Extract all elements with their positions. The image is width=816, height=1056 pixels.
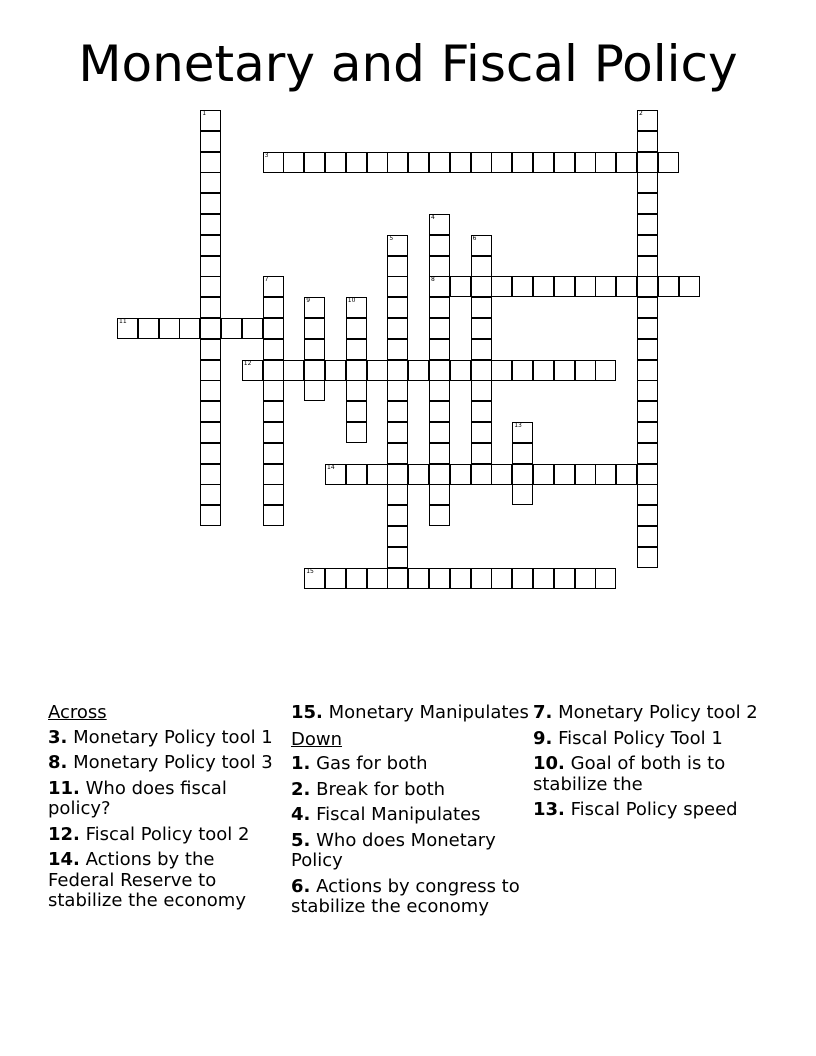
grid-cell[interactable]: [387, 526, 408, 547]
grid-cell[interactable]: [429, 214, 450, 235]
clue-column-1: [48, 703, 278, 917]
grid-cell[interactable]: [429, 401, 450, 422]
grid-cell[interactable]: [616, 276, 637, 297]
grid-cell[interactable]: [512, 443, 533, 464]
grid-cell[interactable]: [554, 152, 575, 173]
grid-cell[interactable]: [304, 318, 325, 339]
grid-cell[interactable]: [263, 297, 284, 318]
grid-cell[interactable]: [575, 276, 596, 297]
clue-down-2: 2. Break for both: [291, 778, 446, 800]
grid-cell[interactable]: [637, 380, 658, 401]
clue-across-3: 3. Monetary Policy tool 1: [48, 726, 273, 748]
grid-cell[interactable]: [346, 401, 367, 422]
clue-down-13: 13. Fiscal Policy speed: [533, 799, 738, 820]
grid-cell[interactable]: [200, 152, 221, 173]
grid-cell[interactable]: [471, 380, 492, 401]
grid-cell[interactable]: [471, 464, 492, 485]
grid-cell[interactable]: [575, 464, 596, 485]
grid-cell[interactable]: [387, 568, 408, 589]
grid-cell[interactable]: [387, 401, 408, 422]
grid-cell[interactable]: [637, 172, 658, 193]
clue-down-9: 9. Fiscal Policy Tool 1: [533, 727, 723, 749]
grid-cell[interactable]: [679, 276, 700, 297]
clue-number: 12: [243, 359, 252, 367]
grid-cell[interactable]: [450, 276, 471, 297]
grid-cell[interactable]: [200, 422, 221, 443]
grid-cell[interactable]: [263, 464, 284, 485]
clue-number: 14: [327, 463, 335, 471]
grid-cell[interactable]: [325, 360, 346, 381]
clue-number: 1: [202, 110, 207, 117]
grid-cell[interactable]: [637, 193, 658, 214]
grid-cell[interactable]: [346, 339, 367, 360]
grid-cell[interactable]: [263, 422, 284, 443]
grid-cell[interactable]: [637, 318, 658, 339]
grid-cell[interactable]: [200, 360, 221, 381]
clue-down-5: 5. Who does Monetary Policy: [291, 829, 496, 871]
grid-cell[interactable]: [575, 568, 596, 589]
grid-cell[interactable]: [200, 276, 221, 297]
grid-cell[interactable]: [387, 152, 408, 173]
grid-cell[interactable]: [408, 152, 429, 173]
grid-cell[interactable]: [471, 401, 492, 422]
grid-cell[interactable]: [263, 443, 284, 464]
grid-cell[interactable]: [263, 360, 284, 381]
grid-cell[interactable]: [387, 380, 408, 401]
clue-number: 15: [306, 567, 314, 575]
grid-cell[interactable]: [471, 235, 492, 256]
grid-cell[interactable]: [637, 276, 658, 297]
grid-cell[interactable]: [200, 484, 221, 505]
grid-cell[interactable]: [512, 422, 533, 443]
grid-cell[interactable]: [471, 422, 492, 443]
grid-cell[interactable]: [429, 276, 450, 297]
grid-cell[interactable]: [263, 401, 284, 422]
clue-number: 2: [639, 110, 643, 117]
grid-cell[interactable]: [387, 505, 408, 526]
grid-cell[interactable]: [387, 360, 408, 381]
clue-across-14: 14. Actions by the Federal Reserve to stabilize the economy: [48, 849, 246, 911]
grid-cell[interactable]: [491, 152, 512, 173]
clue-number: 11: [119, 318, 127, 325]
grid-cell[interactable]: [471, 360, 492, 381]
grid-cell[interactable]: [200, 505, 221, 526]
grid-cell[interactable]: [471, 318, 492, 339]
grid-cell[interactable]: [637, 131, 658, 152]
clue-number: 3: [264, 151, 269, 159]
grid-cell[interactable]: [263, 484, 284, 505]
grid-cell[interactable]: [637, 360, 658, 381]
grid-cell[interactable]: [533, 568, 554, 589]
grid-cell[interactable]: [367, 360, 388, 381]
grid-cell[interactable]: [408, 568, 429, 589]
grid-cell[interactable]: [387, 547, 408, 568]
grid-cell[interactable]: [346, 568, 367, 589]
grid-cell[interactable]: [471, 339, 492, 360]
grid-cell[interactable]: [429, 297, 450, 318]
grid-cell[interactable]: [200, 464, 221, 485]
clue-down-7: 7. Monetary Policy tool 2: [533, 702, 758, 723]
grid-cell[interactable]: [429, 505, 450, 526]
grid-cell[interactable]: [637, 422, 658, 443]
grid-cell[interactable]: [346, 318, 367, 339]
clue-down-10: 10. Goal of both is to stabilize the: [533, 753, 726, 795]
grid-cell[interactable]: [387, 256, 408, 277]
grid-cell[interactable]: [200, 172, 221, 193]
grid-cell[interactable]: [200, 297, 221, 318]
puzzle-title: Monetary and Fiscal Policy: [78, 35, 738, 93]
grid-cell[interactable]: [263, 380, 284, 401]
grid-cell[interactable]: [387, 297, 408, 318]
grid-cell[interactable]: [159, 318, 180, 339]
grid-cell[interactable]: [408, 464, 429, 485]
grid-cell[interactable]: [325, 152, 346, 173]
grid-cell[interactable]: [575, 360, 596, 381]
clue-number: 13: [514, 422, 522, 429]
grid-cell[interactable]: [387, 464, 408, 485]
clue-across-15: 15. Monetary Manipulates: [291, 702, 529, 723]
clue-number: 10: [347, 297, 356, 305]
clue-number: 8: [431, 276, 435, 284]
grid-cell[interactable]: [346, 422, 367, 443]
grid-cell[interactable]: [387, 422, 408, 443]
grid-cell[interactable]: [429, 339, 450, 360]
grid-cell[interactable]: [450, 464, 471, 485]
grid-cell[interactable]: [491, 360, 512, 381]
grid-cell[interactable]: [325, 568, 346, 589]
grid-cell[interactable]: [429, 256, 450, 277]
grid-cell[interactable]: [533, 464, 554, 485]
grid-cell[interactable]: [471, 568, 492, 589]
grid-cell[interactable]: [512, 276, 533, 297]
grid-cell[interactable]: [616, 464, 637, 485]
grid-cell[interactable]: [637, 152, 658, 173]
grid-cell[interactable]: [367, 568, 388, 589]
grid-cell[interactable]: [595, 568, 616, 589]
grid-cell[interactable]: [387, 339, 408, 360]
grid-cell[interactable]: [512, 568, 533, 589]
grid-cell[interactable]: [242, 360, 263, 381]
clue-across-11: 11. Who does fiscal policy?: [48, 777, 227, 819]
clue-number: 6: [472, 234, 477, 242]
clue-column-3: [533, 703, 773, 826]
grid-cell[interactable]: [263, 318, 284, 339]
grid-cell[interactable]: [304, 152, 325, 173]
grid-cell[interactable]: [304, 339, 325, 360]
grid-cell[interactable]: [658, 152, 679, 173]
grid-cell[interactable]: [637, 526, 658, 547]
grid-cell[interactable]: [346, 464, 367, 485]
grid-cell[interactable]: [637, 110, 658, 131]
grid-cell[interactable]: [471, 256, 492, 277]
grid-cell[interactable]: [304, 297, 325, 318]
grid-cell[interactable]: [263, 339, 284, 360]
across-heading: Across: [48, 702, 107, 723]
grid-cell[interactable]: [512, 152, 533, 173]
grid-cell[interactable]: [429, 235, 450, 256]
grid-cell[interactable]: [554, 360, 575, 381]
grid-cell[interactable]: [387, 276, 408, 297]
grid-cell[interactable]: [491, 568, 512, 589]
grid-cell[interactable]: [637, 339, 658, 360]
grid-cell[interactable]: [408, 360, 429, 381]
grid-cell[interactable]: [367, 464, 388, 485]
grid-cell[interactable]: [595, 152, 616, 173]
grid-cell[interactable]: [200, 235, 221, 256]
grid-cell[interactable]: [429, 380, 450, 401]
grid-cell[interactable]: [637, 214, 658, 235]
grid-cell[interactable]: [595, 360, 616, 381]
grid-cell[interactable]: [512, 464, 533, 485]
grid-cell[interactable]: [575, 152, 596, 173]
grid-cell[interactable]: [429, 422, 450, 443]
grid-cell[interactable]: [200, 380, 221, 401]
grid-cell[interactable]: [533, 152, 554, 173]
grid-cell[interactable]: [429, 360, 450, 381]
grid-cell[interactable]: [637, 443, 658, 464]
grid-cell[interactable]: [429, 318, 450, 339]
clue-down-6: 6. Actions by congress to stabilize the economy: [291, 875, 520, 917]
grid-cell[interactable]: [637, 401, 658, 422]
grid-cell[interactable]: [346, 360, 367, 381]
clue-number: 5: [389, 234, 394, 242]
grid-cell[interactable]: [471, 276, 492, 297]
grid-cell[interactable]: [429, 152, 450, 173]
grid-cell[interactable]: [429, 464, 450, 485]
grid-cell[interactable]: [387, 484, 408, 505]
grid-cell[interactable]: [595, 276, 616, 297]
grid-cell[interactable]: [200, 339, 221, 360]
grid-cell[interactable]: [283, 152, 304, 173]
grid-cell[interactable]: [533, 276, 554, 297]
grid-cell[interactable]: [450, 152, 471, 173]
grid-cell[interactable]: [429, 568, 450, 589]
grid-cell[interactable]: [471, 443, 492, 464]
grid-cell[interactable]: [367, 152, 388, 173]
grid-cell[interactable]: [658, 276, 679, 297]
clue-across-12: 12. Fiscal Policy tool 2: [48, 823, 250, 845]
clue-number: 4: [431, 214, 435, 221]
grid-cell[interactable]: [471, 297, 492, 318]
grid-cell[interactable]: [637, 505, 658, 526]
grid-cell[interactable]: [200, 401, 221, 422]
grid-cell[interactable]: [242, 318, 263, 339]
grid-cell[interactable]: [637, 464, 658, 485]
grid-cell[interactable]: [554, 568, 575, 589]
grid-cell[interactable]: [221, 318, 242, 339]
grid-cell[interactable]: [387, 318, 408, 339]
grid-cell[interactable]: [387, 443, 408, 464]
grid-cell[interactable]: [263, 505, 284, 526]
clue-down-1: 1. Gas for both: [291, 753, 428, 774]
grid-cell[interactable]: [138, 318, 159, 339]
grid-cell[interactable]: [554, 276, 575, 297]
grid-cell[interactable]: [450, 568, 471, 589]
grid-cell[interactable]: [533, 360, 554, 381]
grid-cell[interactable]: [512, 360, 533, 381]
grid-cell[interactable]: [200, 110, 221, 131]
clue-across-8: 8. Monetary Policy tool 3: [48, 752, 273, 773]
grid-cell[interactable]: [595, 464, 616, 485]
grid-cell[interactable]: [512, 484, 533, 505]
grid-cell[interactable]: [637, 547, 658, 568]
grid-cell[interactable]: [200, 131, 221, 152]
clue-column-2: [291, 703, 529, 923]
grid-cell[interactable]: [346, 380, 367, 401]
grid-cell[interactable]: [616, 152, 637, 173]
grid-cell[interactable]: [450, 360, 471, 381]
grid-cell[interactable]: [304, 568, 325, 589]
grid-cell[interactable]: [429, 443, 450, 464]
grid-cell[interactable]: [200, 214, 221, 235]
clue-number: 9: [306, 297, 311, 305]
clue-down-4: 4. Fiscal Manipulates: [291, 804, 481, 825]
grid-cell[interactable]: [200, 443, 221, 464]
grid-cell[interactable]: [554, 464, 575, 485]
down-heading: Down: [291, 728, 343, 750]
grid-cell[interactable]: [637, 256, 658, 277]
grid-cell[interactable]: [637, 484, 658, 505]
grid-cell[interactable]: [283, 360, 304, 381]
grid-cell[interactable]: [304, 360, 325, 381]
grid-cell[interactable]: [637, 235, 658, 256]
grid-cell[interactable]: [263, 152, 284, 173]
grid-cell[interactable]: [346, 297, 367, 318]
grid-cell[interactable]: [491, 464, 512, 485]
grid-cell[interactable]: [179, 318, 200, 339]
grid-cell[interactable]: [304, 380, 325, 401]
grid-cell[interactable]: [200, 256, 221, 277]
grid-cell[interactable]: [200, 318, 221, 339]
grid-cell[interactable]: [387, 235, 408, 256]
grid-cell[interactable]: [491, 276, 512, 297]
clue-number: 7: [264, 276, 269, 284]
grid-cell[interactable]: [200, 193, 221, 214]
grid-cell[interactable]: [263, 276, 284, 297]
grid-cell[interactable]: [117, 318, 138, 339]
grid-cell[interactable]: [346, 152, 367, 173]
grid-cell[interactable]: [637, 297, 658, 318]
grid-cell[interactable]: [325, 464, 346, 485]
grid-cell[interactable]: [471, 152, 492, 173]
grid-cell[interactable]: [429, 484, 450, 505]
